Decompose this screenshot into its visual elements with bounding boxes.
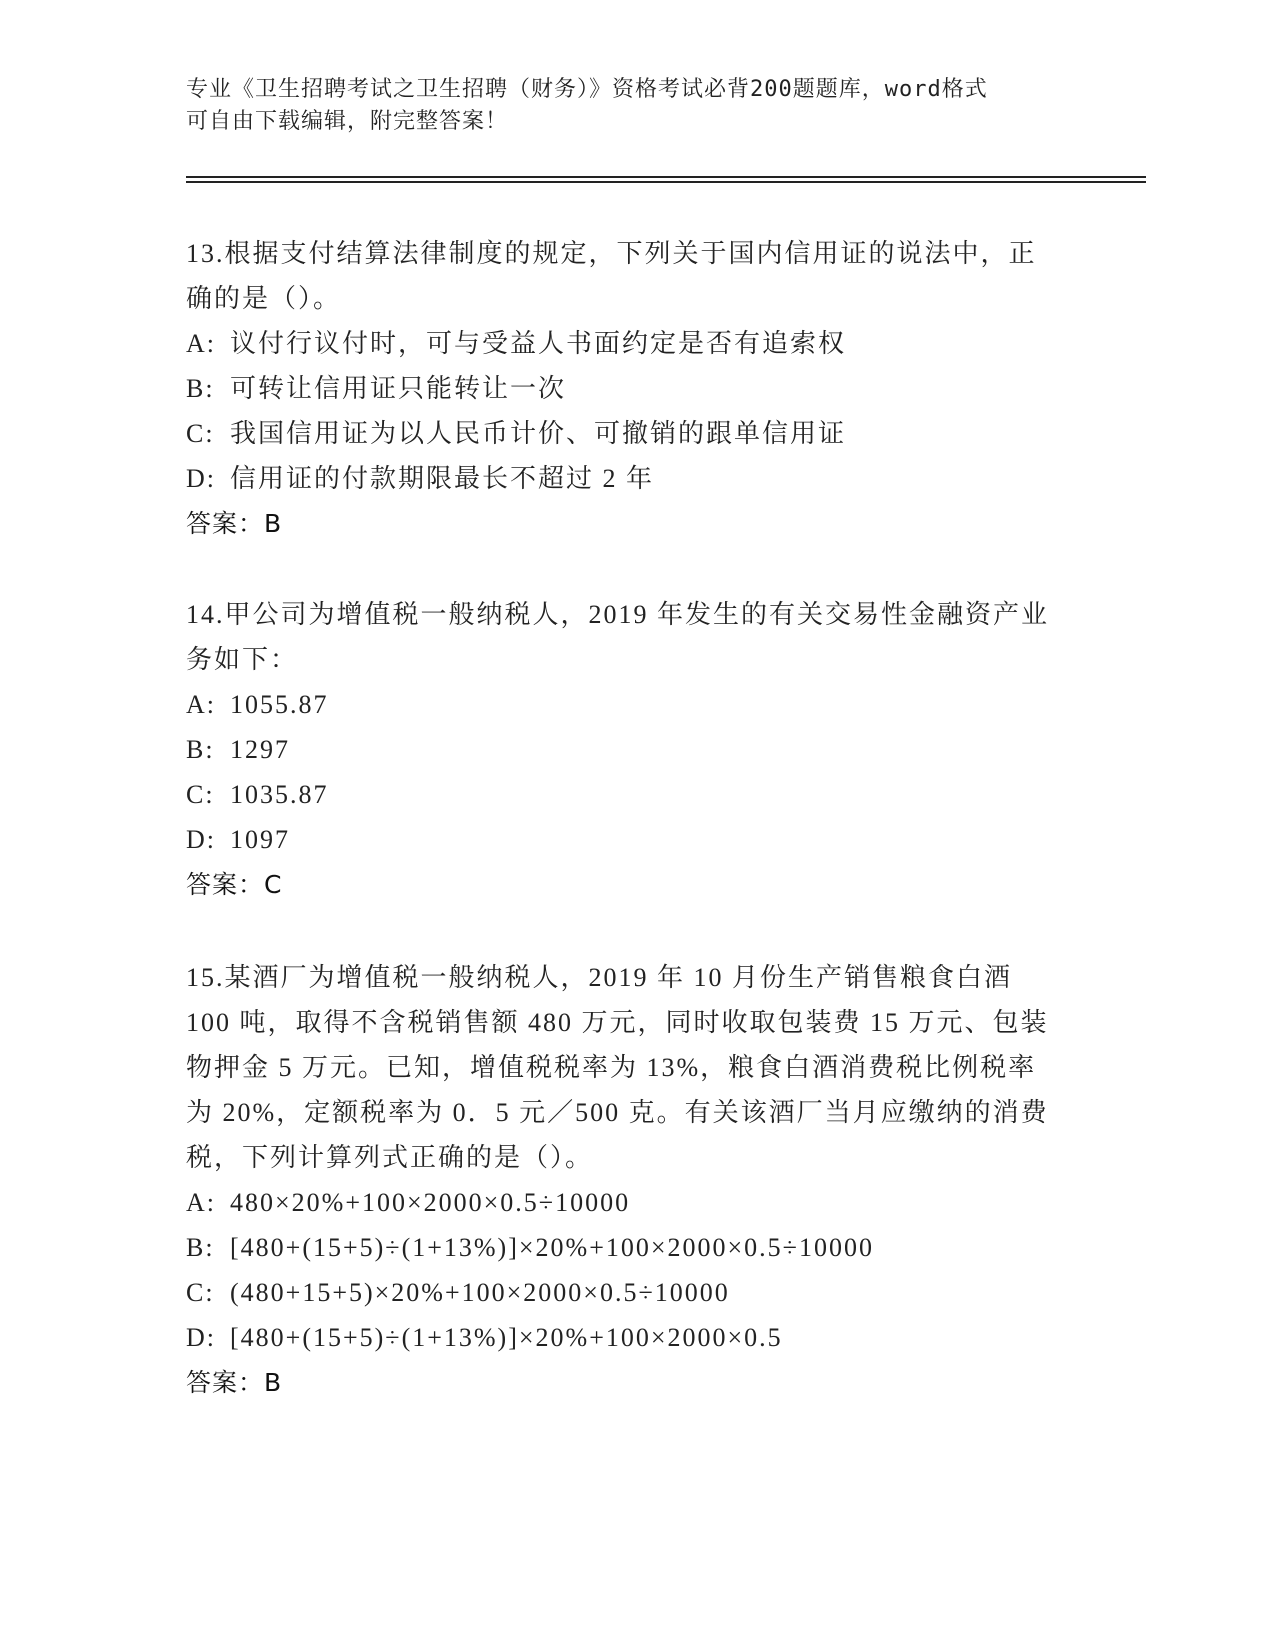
option-text: 可转让信用证只能转让一次 xyxy=(230,374,567,403)
option-key: A: xyxy=(186,1188,216,1217)
option-key: D: xyxy=(186,825,216,854)
stem-line: 14.甲公司为增值税一般纳税人，2019 年发生的有关交易性金融资产业 xyxy=(186,600,1050,629)
option-a xyxy=(186,321,1086,366)
stem-line: 为 20%，定额税率为 0．5 元／500 克。有关该酒厂当月应缴纳的消费 xyxy=(186,1098,1049,1127)
option-key: A: xyxy=(186,690,216,719)
option-key: B: xyxy=(186,1233,215,1262)
option-text: 480×20%+100×2000×0.5÷10000 xyxy=(230,1188,631,1217)
answer-line: 答案：C xyxy=(186,870,283,899)
option-d xyxy=(186,456,1086,501)
stem-line: 物押金 5 万元。已知，增值税税率为 13%，粮食白酒消费税比例税率 xyxy=(186,1053,1037,1082)
question-stem xyxy=(186,592,1086,682)
option-text: 1297 xyxy=(230,735,290,764)
question-14 xyxy=(186,592,1086,908)
question-13 xyxy=(186,231,1086,547)
option-text: [480+(15+5)÷(1+13%)]×20%+100×2000×0.5÷10000 xyxy=(230,1233,874,1262)
question-15 xyxy=(186,955,1086,1406)
option-text: 信用证的付款期限最长不超过 2 年 xyxy=(230,464,655,493)
option-key: B: xyxy=(186,735,215,764)
option-d xyxy=(186,817,1086,862)
option-c xyxy=(186,1270,1086,1315)
option-key: B: xyxy=(186,374,215,403)
option-key: C: xyxy=(186,1278,215,1307)
document-header xyxy=(186,74,1066,138)
option-text: 1055.87 xyxy=(230,690,329,719)
answer-line: 答案：B xyxy=(186,509,283,538)
question-stem xyxy=(186,955,1086,1180)
option-text: (480+15+5)×20%+100×2000×0.5÷10000 xyxy=(230,1278,730,1307)
option-c xyxy=(186,772,1086,817)
option-key: C: xyxy=(186,780,215,809)
option-text: [480+(15+5)÷(1+13%)]×20%+100×2000×0.5 xyxy=(230,1323,783,1352)
answer-line: 答案：B xyxy=(186,1368,283,1397)
option-b xyxy=(186,727,1086,772)
stem-line: 确的是（）。 xyxy=(186,284,342,313)
option-d xyxy=(186,1315,1086,1360)
header-divider-top xyxy=(186,176,1146,178)
stem-line: 务如下： xyxy=(186,645,299,674)
option-b xyxy=(186,1225,1086,1270)
option-key: A: xyxy=(186,329,216,358)
option-text: 1035.87 xyxy=(230,780,329,809)
stem-line: 13.根据支付结算法律制度的规定，下列关于国内信用证的说法中，正 xyxy=(186,239,1037,268)
option-key: D: xyxy=(186,464,216,493)
option-text: 我国信用证为以人民币计价、可撤销的跟单信用证 xyxy=(230,419,847,448)
option-a xyxy=(186,682,1086,727)
stem-line: 15.某酒厂为增值税一般纳税人，2019 年 10 月份生产销售粮食白酒 xyxy=(186,963,1013,992)
question-stem xyxy=(186,231,1086,321)
option-key: D: xyxy=(186,1323,216,1352)
stem-line: 税，下列计算列式正确的是（）。 xyxy=(186,1143,594,1172)
option-b xyxy=(186,366,1086,411)
option-c xyxy=(186,411,1086,456)
header-line-1: 专业《卫生招聘考试之卫生招聘（财务）》资格考试必背200题题库，word格式 xyxy=(186,77,988,102)
option-key: C: xyxy=(186,419,215,448)
option-text: 1097 xyxy=(230,825,290,854)
header-line-2: 可自由下载编辑，附完整答案！ xyxy=(186,109,509,134)
header-divider-bottom xyxy=(186,181,1146,183)
option-a xyxy=(186,1180,1086,1225)
option-text: 议付行议付时，可与受益人书面约定是否有追索权 xyxy=(230,329,847,358)
stem-line: 100 吨，取得不含税销售额 480 万元，同时收取包装费 15 万元、包装 xyxy=(186,1008,1049,1037)
